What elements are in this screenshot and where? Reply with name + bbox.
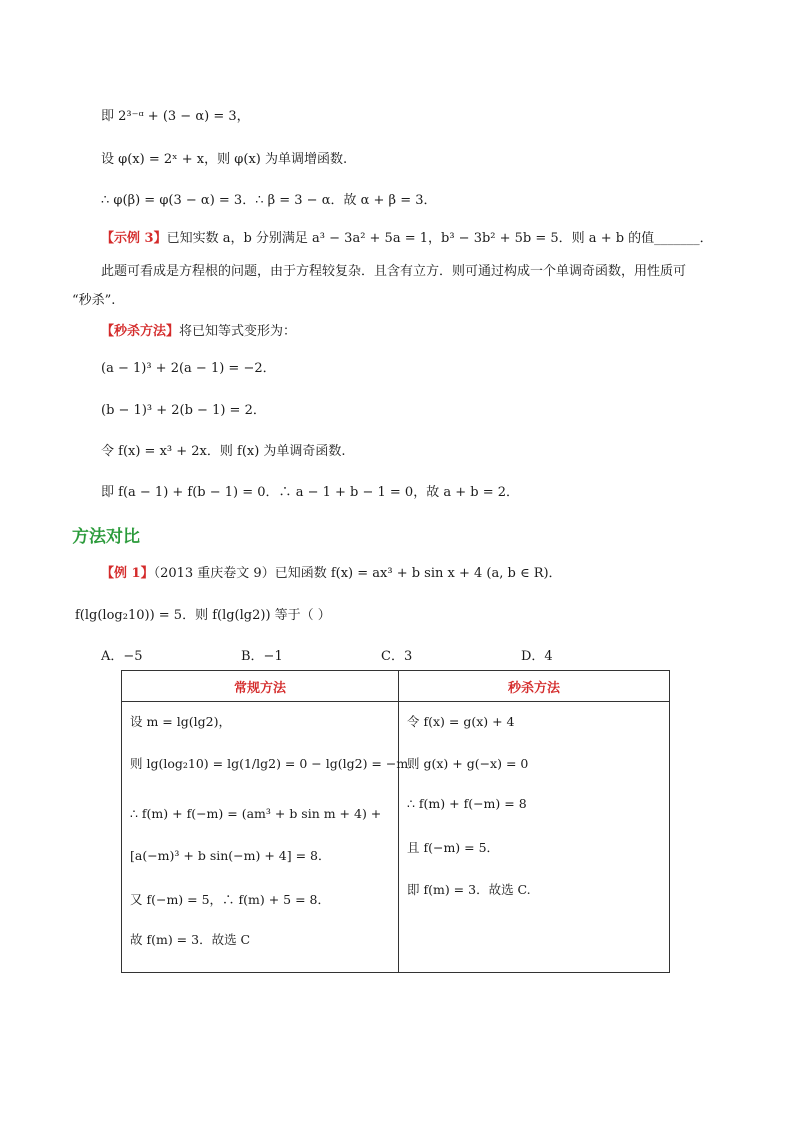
quick-step-5: 即 f(m) = 3．故选 C.	[407, 882, 531, 897]
quick-method-cell	[399, 702, 670, 973]
regular-step-5: 又 f(−m) = 5，∴ f(m) + 5 = 8．	[130, 892, 331, 907]
text-line-9: (b − 1)³ + 2(b − 1) = 2．	[101, 403, 266, 418]
text-line-11: 即 f(a − 1) + f(b − 1) = 0．∴ a − 1 + b − 1 = 0，故 a + b = 2．	[101, 485, 519, 500]
example-3	[101, 230, 713, 248]
text-line-10: 令 f(x) = x³ + 2x．则 f(x) 为单调奇函数.	[101, 444, 346, 459]
miaosha-text: 将已知等式变形为：	[179, 324, 297, 339]
choice-d: D．4	[521, 649, 553, 664]
regular-method-cell	[122, 702, 421, 973]
example-1-line-2: f(lg(log₂10)) = 5．则 f(lg(lg2)) 等于（ ）	[75, 608, 331, 623]
choice-a: A．−5	[101, 649, 143, 664]
regular-step-3: ∴ f(m) + f(−m) = (am³ + b sin m + 4) +	[130, 806, 382, 821]
regular-step-1: 设 m = lg(lg2)，	[130, 714, 231, 729]
text-line-8: (a − 1)³ + 2(a − 1) = −2．	[101, 361, 276, 376]
example-1-tag: 【例 1】	[101, 566, 154, 581]
section-heading: 方法对比	[72, 527, 140, 547]
miaosha-tag: 【秒杀方法】	[101, 324, 180, 339]
example-1-text: （2013 重庆卷文 9）已知函数 f(x) = ax³ + b sin x + 4 (a, b ∈ R)．	[153, 566, 562, 581]
text-line-6: “秒杀”.	[72, 293, 116, 308]
quick-step-4: 且 f(−m) = 5．	[407, 840, 500, 855]
quick-step-3: ∴ f(m) + f(−m) = 8	[407, 796, 527, 811]
choice-c: C．3	[381, 649, 413, 664]
example-1	[101, 565, 562, 583]
regular-step-2: 则 lg(log₂10) = lg(1/lg2) = 0 − lg(lg2) = −m．	[130, 756, 421, 771]
header-regular-method: 常规方法	[122, 671, 399, 702]
text-line-3: ∴ φ(β) = φ(3 − α) = 3．∴ β = 3 − α．故 α + β = 3．	[101, 193, 437, 208]
example-3-text: 已知实数 a，b 分别满足 a³ − 3a² + 5a = 1，b³ − 3b² + 5b = 5．则 a + b 的值_______．	[166, 231, 713, 246]
text-line-5: 此题可看成是方程根的问题，由于方程较复杂．且含有立方．则可通过构成一个单调奇函数，用性质可	[101, 264, 687, 279]
quick-step-2: 则 g(x) + g(−x) = 0	[407, 756, 529, 771]
header-quick-method: 秒杀方法	[399, 671, 670, 702]
regular-step-6: 故 f(m) = 3．故选 C	[130, 932, 251, 947]
example-3-tag: 【示例 3】	[101, 231, 167, 246]
text-line-1: 即 2³⁻ᵅ + (3 − α) = 3，	[101, 109, 250, 124]
choice-b: B．−1	[241, 649, 283, 664]
regular-step-4: [a(−m)³ + b sin(−m) + 4] = 8．	[130, 848, 331, 863]
method-comparison-table	[121, 670, 670, 973]
miaosha-method	[101, 323, 296, 341]
text-line-2: 设 φ(x) = 2ˣ + x，则 φ(x) 为单调增函数.	[101, 152, 348, 167]
quick-step-1: 令 f(x) = g(x) + 4	[407, 714, 515, 729]
